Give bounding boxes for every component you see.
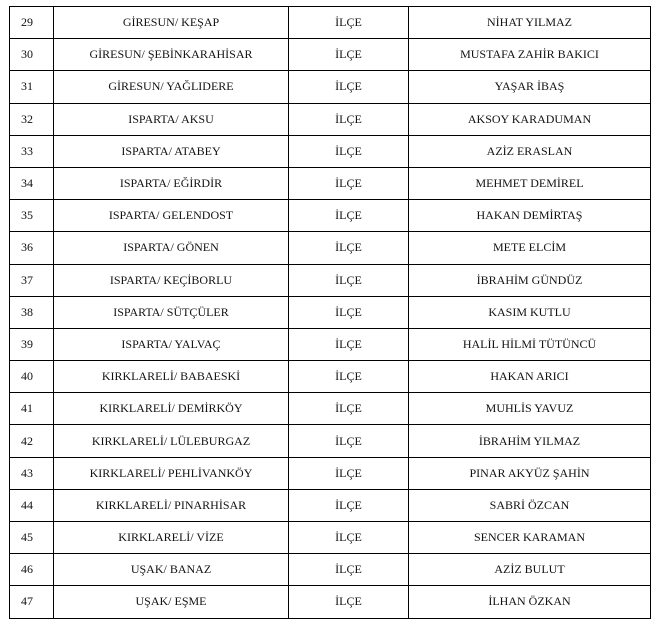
row-type: İLÇE (289, 7, 409, 39)
row-person-name: MEHMET DEMİREL (409, 167, 651, 199)
row-type: İLÇE (289, 328, 409, 360)
row-number: 37 (10, 264, 54, 296)
row-number: 47 (10, 586, 54, 618)
row-person-name: MUHLİS YAVUZ (409, 393, 651, 425)
table-row (10, 232, 651, 264)
row-number: 34 (10, 167, 54, 199)
row-person-name: METE ELCİM (409, 232, 651, 264)
row-type: İLÇE (289, 103, 409, 135)
row-type: İLÇE (289, 296, 409, 328)
row-type: İLÇE (289, 264, 409, 296)
row-type: İLÇE (289, 425, 409, 457)
row-number: 45 (10, 522, 54, 554)
row-person-name: HALİL HİLMİ TÜTÜNCÜ (409, 328, 651, 360)
table-row (10, 7, 651, 39)
row-number: 30 (10, 39, 54, 71)
row-location: GİRESUN/ KEŞAP (54, 7, 289, 39)
row-location: KIRKLARELİ/ VİZE (54, 522, 289, 554)
row-person-name: NİHAT YILMAZ (409, 7, 651, 39)
row-person-name: YAŞAR İBAŞ (409, 71, 651, 103)
row-person-name: SABRİ ÖZCAN (409, 489, 651, 521)
row-type: İLÇE (289, 457, 409, 489)
table-row (10, 39, 651, 71)
row-type: İLÇE (289, 361, 409, 393)
row-number: 29 (10, 7, 54, 39)
row-number: 32 (10, 103, 54, 135)
table-row (10, 264, 651, 296)
row-location: ISPARTA/ ATABEY (54, 135, 289, 167)
row-location: UŞAK/ EŞME (54, 586, 289, 618)
table-row (10, 522, 651, 554)
row-person-name: İBRAHİM GÜNDÜZ (409, 264, 651, 296)
row-type: İLÇE (289, 167, 409, 199)
table-body (10, 7, 651, 619)
row-number: 41 (10, 393, 54, 425)
row-location: ISPARTA/ SÜTÇÜLER (54, 296, 289, 328)
row-type: İLÇE (289, 393, 409, 425)
table-row (10, 554, 651, 586)
row-person-name: SENCER KARAMAN (409, 522, 651, 554)
table-row (10, 167, 651, 199)
table-row (10, 586, 651, 618)
row-location: KIRKLARELİ/ DEMİRKÖY (54, 393, 289, 425)
table-row (10, 103, 651, 135)
row-person-name: İLHAN ÖZKAN (409, 586, 651, 618)
row-location: ISPARTA/ GÖNEN (54, 232, 289, 264)
row-type: İLÇE (289, 71, 409, 103)
row-location: ISPARTA/ EĞİRDİR (54, 167, 289, 199)
row-person-name: AZİZ ERASLAN (409, 135, 651, 167)
row-number: 38 (10, 296, 54, 328)
row-person-name: AKSOY KARADUMAN (409, 103, 651, 135)
row-location: ISPARTA/ AKSU (54, 103, 289, 135)
row-location: KIRKLARELİ/ PEHLİVANKÖY (54, 457, 289, 489)
row-location: ISPARTA/ GELENDOST (54, 200, 289, 232)
row-location: UŞAK/ BANAZ (54, 554, 289, 586)
row-location: GİRESUN/ YAĞLIDERE (54, 71, 289, 103)
row-location: GİRESUN/ ŞEBİNKARAHİSAR (54, 39, 289, 71)
row-type: İLÇE (289, 232, 409, 264)
appointment-table (9, 6, 651, 619)
row-location: ISPARTA/ KEÇİBORLU (54, 264, 289, 296)
row-location: KIRKLARELİ/ BABAESKİ (54, 361, 289, 393)
row-location: ISPARTA/ YALVAÇ (54, 328, 289, 360)
table-row (10, 425, 651, 457)
row-person-name: HAKAN DEMİRTAŞ (409, 200, 651, 232)
table-row (10, 457, 651, 489)
row-type: İLÇE (289, 554, 409, 586)
row-number: 44 (10, 489, 54, 521)
row-type: İLÇE (289, 200, 409, 232)
row-person-name: PINAR AKYÜZ ŞAHİN (409, 457, 651, 489)
row-type: İLÇE (289, 586, 409, 618)
row-number: 42 (10, 425, 54, 457)
row-number: 39 (10, 328, 54, 360)
table-row (10, 393, 651, 425)
row-type: İLÇE (289, 522, 409, 554)
row-type: İLÇE (289, 135, 409, 167)
table-row (10, 361, 651, 393)
row-number: 31 (10, 71, 54, 103)
table-row (10, 200, 651, 232)
table-row (10, 71, 651, 103)
row-number: 33 (10, 135, 54, 167)
row-person-name: MUSTAFA ZAHİR BAKICI (409, 39, 651, 71)
row-person-name: AZİZ BULUT (409, 554, 651, 586)
row-number: 35 (10, 200, 54, 232)
row-person-name: HAKAN ARICI (409, 361, 651, 393)
row-number: 46 (10, 554, 54, 586)
row-person-name: KASIM KUTLU (409, 296, 651, 328)
row-person-name: İBRAHİM YILMAZ (409, 425, 651, 457)
row-type: İLÇE (289, 489, 409, 521)
table-row (10, 296, 651, 328)
table-row (10, 489, 651, 521)
row-location: KIRKLARELİ/ PINARHİSAR (54, 489, 289, 521)
row-number: 40 (10, 361, 54, 393)
row-number: 43 (10, 457, 54, 489)
row-type: İLÇE (289, 39, 409, 71)
table-row (10, 135, 651, 167)
row-location: KIRKLARELİ/ LÜLEBURGAZ (54, 425, 289, 457)
row-number: 36 (10, 232, 54, 264)
table-row (10, 328, 651, 360)
